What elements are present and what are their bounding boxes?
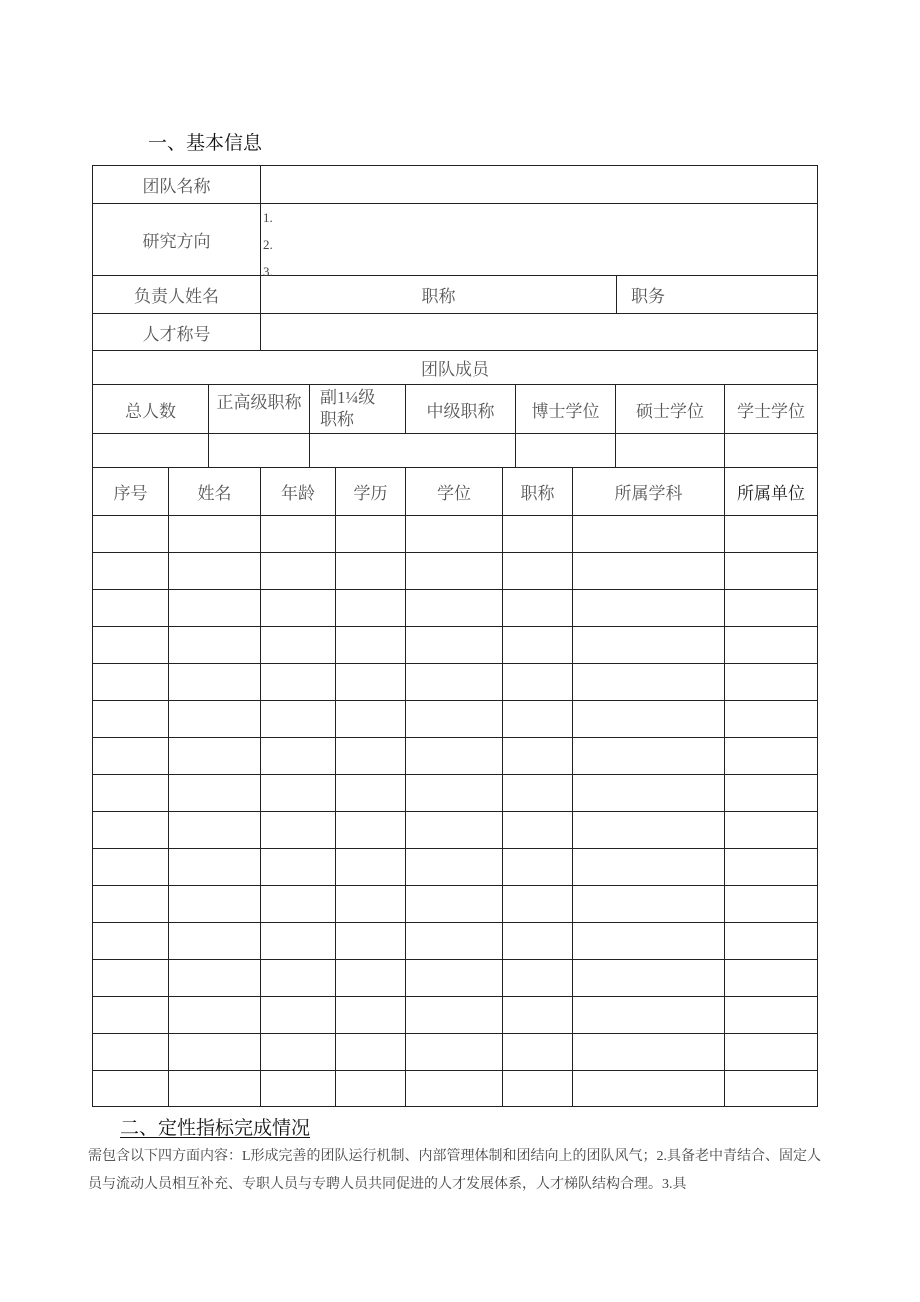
col-header-name: 姓名 [169,468,261,516]
member-cell[interactable] [336,775,406,812]
member-cell[interactable] [261,627,336,664]
member-cell[interactable] [93,701,169,738]
member-cell[interactable] [261,516,336,553]
member-cell[interactable] [573,1071,725,1106]
leader-position-label: 职务 [617,276,817,314]
member-cell[interactable] [573,590,725,627]
member-cell[interactable] [406,701,503,738]
member-cell[interactable] [725,1034,817,1071]
stats-header-associate-text: 副1¼级职称 [320,388,376,429]
talent-title-value[interactable] [261,314,817,351]
member-cell[interactable] [169,664,261,701]
research-direction-value[interactable] [261,204,817,276]
col-header-education: 学历 [336,468,406,516]
col-header-age: 年龄 [261,468,336,516]
member-cell[interactable] [725,849,817,886]
member-cell[interactable] [169,738,261,775]
member-cell[interactable] [573,701,725,738]
member-cell[interactable] [93,775,169,812]
member-cell[interactable] [336,701,406,738]
research-item: 3. [263,264,273,279]
member-cell[interactable] [503,701,573,738]
member-cell[interactable] [336,627,406,664]
member-cell[interactable] [725,664,817,701]
col-header-discipline: 所属学科 [573,468,725,516]
stats-total-cell[interactable] [93,434,209,468]
member-cell[interactable] [573,738,725,775]
stats-doctor-cell[interactable] [516,434,616,468]
member-cell[interactable] [406,960,503,997]
member-cell[interactable] [406,627,503,664]
col-header-index: 序号 [93,468,169,516]
member-cell[interactable] [93,812,169,849]
member-cell[interactable] [261,553,336,590]
member-cell[interactable] [261,738,336,775]
member-cell[interactable] [573,664,725,701]
member-cell[interactable] [169,812,261,849]
member-cell[interactable] [503,553,573,590]
member-cell[interactable] [93,849,169,886]
stats-bachelor-cell[interactable] [725,434,817,468]
member-cell[interactable] [725,1071,817,1106]
member-cell[interactable] [336,664,406,701]
member-cell[interactable] [336,923,406,960]
research-item: 2. [263,237,273,252]
member-cell[interactable] [336,997,406,1034]
member-cell[interactable] [93,627,169,664]
member-cell[interactable] [573,997,725,1034]
member-cell[interactable] [169,1071,261,1106]
member-cell[interactable] [406,516,503,553]
member-cell[interactable] [573,886,725,923]
stats-header-master: 硕士学位 [616,385,725,434]
member-cell[interactable] [169,997,261,1034]
member-cell[interactable] [93,960,169,997]
member-cell[interactable] [93,553,169,590]
stats-header-senior: 正高级职称 [209,385,310,434]
member-cell[interactable] [573,960,725,997]
member-cell[interactable] [336,1034,406,1071]
member-cell[interactable] [169,516,261,553]
member-cell[interactable] [503,1071,573,1106]
stats-header-associate [310,385,406,434]
member-cell[interactable] [169,923,261,960]
member-cell[interactable] [573,627,725,664]
leader-title-label: 职称 [261,276,617,314]
talent-title-label: 人才称号 [93,314,261,351]
basic-info-table [92,165,818,1107]
col-header-title: 职称 [503,468,573,516]
member-cell[interactable] [406,1071,503,1106]
member-cell[interactable] [93,923,169,960]
member-cell[interactable] [93,886,169,923]
member-cell[interactable] [573,553,725,590]
member-cell[interactable] [725,960,817,997]
team-name-label: 团队名称 [93,166,261,204]
member-cell[interactable] [336,1071,406,1106]
member-cell[interactable] [725,738,817,775]
member-cell[interactable] [93,664,169,701]
member-cell[interactable] [573,812,725,849]
member-cell[interactable] [169,1034,261,1071]
member-cell[interactable] [573,516,725,553]
member-cell[interactable] [725,516,817,553]
stats-senior-cell[interactable] [209,434,310,468]
stats-header-doctor: 博士学位 [516,385,616,434]
member-cell[interactable] [406,1034,503,1071]
member-cell[interactable] [261,664,336,701]
member-cell[interactable] [336,738,406,775]
member-cell[interactable] [336,516,406,553]
member-cell[interactable] [406,664,503,701]
member-cell[interactable] [503,849,573,886]
stats-master-cell[interactable] [616,434,725,468]
member-cell[interactable] [725,923,817,960]
member-cell[interactable] [336,849,406,886]
research-item: 1. [263,210,273,225]
member-cell[interactable] [261,1034,336,1071]
member-cell[interactable] [406,923,503,960]
member-cell[interactable] [406,775,503,812]
col-header-unit: 所属单位 [725,468,817,516]
member-cell[interactable] [406,886,503,923]
member-cell[interactable] [169,886,261,923]
member-cell[interactable] [169,775,261,812]
member-cell[interactable] [169,960,261,997]
member-cell[interactable] [406,553,503,590]
member-cell[interactable] [261,997,336,1034]
member-cell[interactable] [503,812,573,849]
member-cell[interactable] [406,590,503,627]
member-cell[interactable] [573,923,725,960]
member-cell[interactable] [503,997,573,1034]
team-name-value[interactable] [261,166,817,204]
member-cell[interactable] [336,590,406,627]
member-cell[interactable] [261,886,336,923]
member-cell[interactable] [336,886,406,923]
member-cell[interactable] [503,738,573,775]
member-cell[interactable] [573,1034,725,1071]
member-cell[interactable] [93,1071,169,1106]
member-cell[interactable] [725,590,817,627]
research-direction-list [263,204,273,285]
member-cell[interactable] [93,516,169,553]
member-cell[interactable] [725,553,817,590]
member-cell[interactable] [336,553,406,590]
member-cell[interactable] [503,960,573,997]
member-cell[interactable] [503,627,573,664]
member-cell[interactable] [503,516,573,553]
research-direction-label: 研究方向 [93,204,261,276]
member-cell[interactable] [93,590,169,627]
member-cell[interactable] [93,738,169,775]
member-cell[interactable] [573,849,725,886]
section2-text: 需包含以下四方面内容：L形成完善的团队运行机制、内部管理体制和团结向上的团队风气；2.具备老中青结合、固定人员与流动人员相互补充、专职人员与专聘人员共同促进的人才发展体系，人才梯队结构合理。3.具 [88,1149,822,1192]
member-cell[interactable] [169,701,261,738]
col-header-degree: 学位 [406,468,503,516]
member-cell[interactable] [503,664,573,701]
member-cell[interactable] [503,775,573,812]
member-cell[interactable] [406,997,503,1034]
member-cell[interactable] [261,701,336,738]
team-members-header: 团队成员 [93,351,817,385]
member-cell[interactable] [406,812,503,849]
member-cell[interactable] [261,1071,336,1106]
stats-header-bachelor: 学士学位 [725,385,817,434]
member-cell[interactable] [261,849,336,886]
member-cell[interactable] [169,590,261,627]
member-cell[interactable] [261,923,336,960]
member-cell[interactable] [503,1034,573,1071]
member-cell[interactable] [503,886,573,923]
member-cell[interactable] [169,849,261,886]
member-cell[interactable] [725,627,817,664]
stats-header-total: 总人数 [93,385,209,434]
member-cell[interactable] [261,590,336,627]
leader-name-label: 负责人姓名 [93,276,261,314]
member-cell[interactable] [725,812,817,849]
member-cell[interactable] [725,997,817,1034]
member-cell[interactable] [93,997,169,1034]
member-cell[interactable] [503,590,573,627]
stats-header-intermediate: 中级职称 [406,385,516,434]
member-cell[interactable] [169,553,261,590]
member-cell[interactable] [169,627,261,664]
member-cell[interactable] [406,849,503,886]
member-cell[interactable] [336,812,406,849]
member-cell[interactable] [93,1034,169,1071]
stats-associate-cell[interactable] [310,434,516,468]
member-cell[interactable] [261,960,336,997]
section1-title: 一、基本信息 [148,132,263,154]
member-cell[interactable] [406,738,503,775]
member-cell[interactable] [573,775,725,812]
member-cell[interactable] [261,775,336,812]
member-cell[interactable] [336,960,406,997]
section2-title: 二、定性指标完成情况 [120,1117,311,1139]
member-cell[interactable] [261,812,336,849]
member-cell[interactable] [503,923,573,960]
member-cell[interactable] [725,886,817,923]
member-cell[interactable] [725,775,817,812]
member-cell[interactable] [725,701,817,738]
